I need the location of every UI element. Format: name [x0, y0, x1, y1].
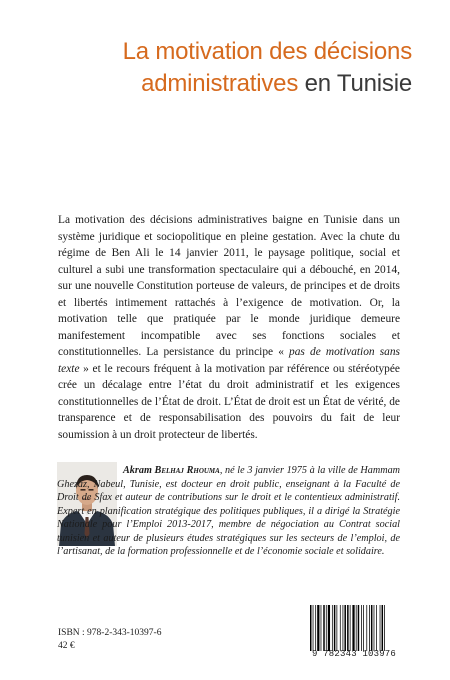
- summary-quote: pas de motivation sans texte: [58, 346, 400, 375]
- title-line-2: [82, 68, 412, 100]
- summary-paragraph: [58, 212, 400, 443]
- publication-info: [58, 627, 161, 653]
- price: 42 €: [58, 641, 75, 651]
- author-bio-paragraph: [57, 464, 400, 559]
- author-last-name-1: Belhaj: [154, 465, 184, 476]
- isbn: ISBN : 978-2-343-10397-6: [58, 628, 162, 638]
- author-bio-text: , né le 3 janvier 1975 à la ville de Hammam Ghezaz, Nabeul, Tunisie, est docteur en droit public, enseignant à la Faculté de Droit de Sfax et auteur de contributions sur le droit et le contentieux administratif. Expert en planification stratégique des politiques publiques, il a dirigé la Stratégie Nationale pour l’Emploi 2013-2017, membre de négociation au Contrat social tunisien et auteur de plusieurs études stratégiques sur les secteurs de l’emploi, de l’artisanat, de la formation professionnelle et de l’économie sociale et solidaire.: [57, 465, 401, 557]
- title-line-1: La motivation des décisions: [122, 38, 412, 65]
- title-accent-word: administratives: [141, 70, 299, 97]
- summary-text: La motivation des décisions administratives baigne en Tunisie dans un système juridique et sociopolitique en pleine gestation. Avec la chute du régime de Ben Ali le 14 janvier 2011, le paysage politique, social et culturel a subi une transformation spectaculaire qui a débouché, en 2014, sur une nouvelle Constitution porteuse de valeurs, de principes et de droits et libertés intimement rattachés à l’exigence de motivation. Or, la motivation telle que pratiquée par le monde juridique demeure manifestement incompatible avec ses fonctions sociales et constitutionnelles. La persistance du principe «: [58, 214, 400, 358]
- author-last-name-2: Rhouma: [186, 465, 220, 476]
- barcode-icon: [306, 605, 402, 651]
- author-first-name: Akram: [123, 465, 152, 476]
- summary-text-end: » et le recours fréquent à la motivation par référence ou stéréotypée crée un décalage entre l’état du droit administratif et les exigences constitutionnelles de l’État de droit. L’État de droit est un État de vérité, de transparence et de responsabilisation des pouvoirs du fait de leur soumission à un droit protecteur de libertés.: [58, 362, 400, 441]
- book-title: [82, 36, 412, 100]
- title-country: en Tunisie: [298, 70, 412, 97]
- barcode-number: 9 782343 103976: [311, 649, 396, 659]
- author-bio: [57, 464, 400, 559]
- back-cover-summary: [58, 212, 400, 443]
